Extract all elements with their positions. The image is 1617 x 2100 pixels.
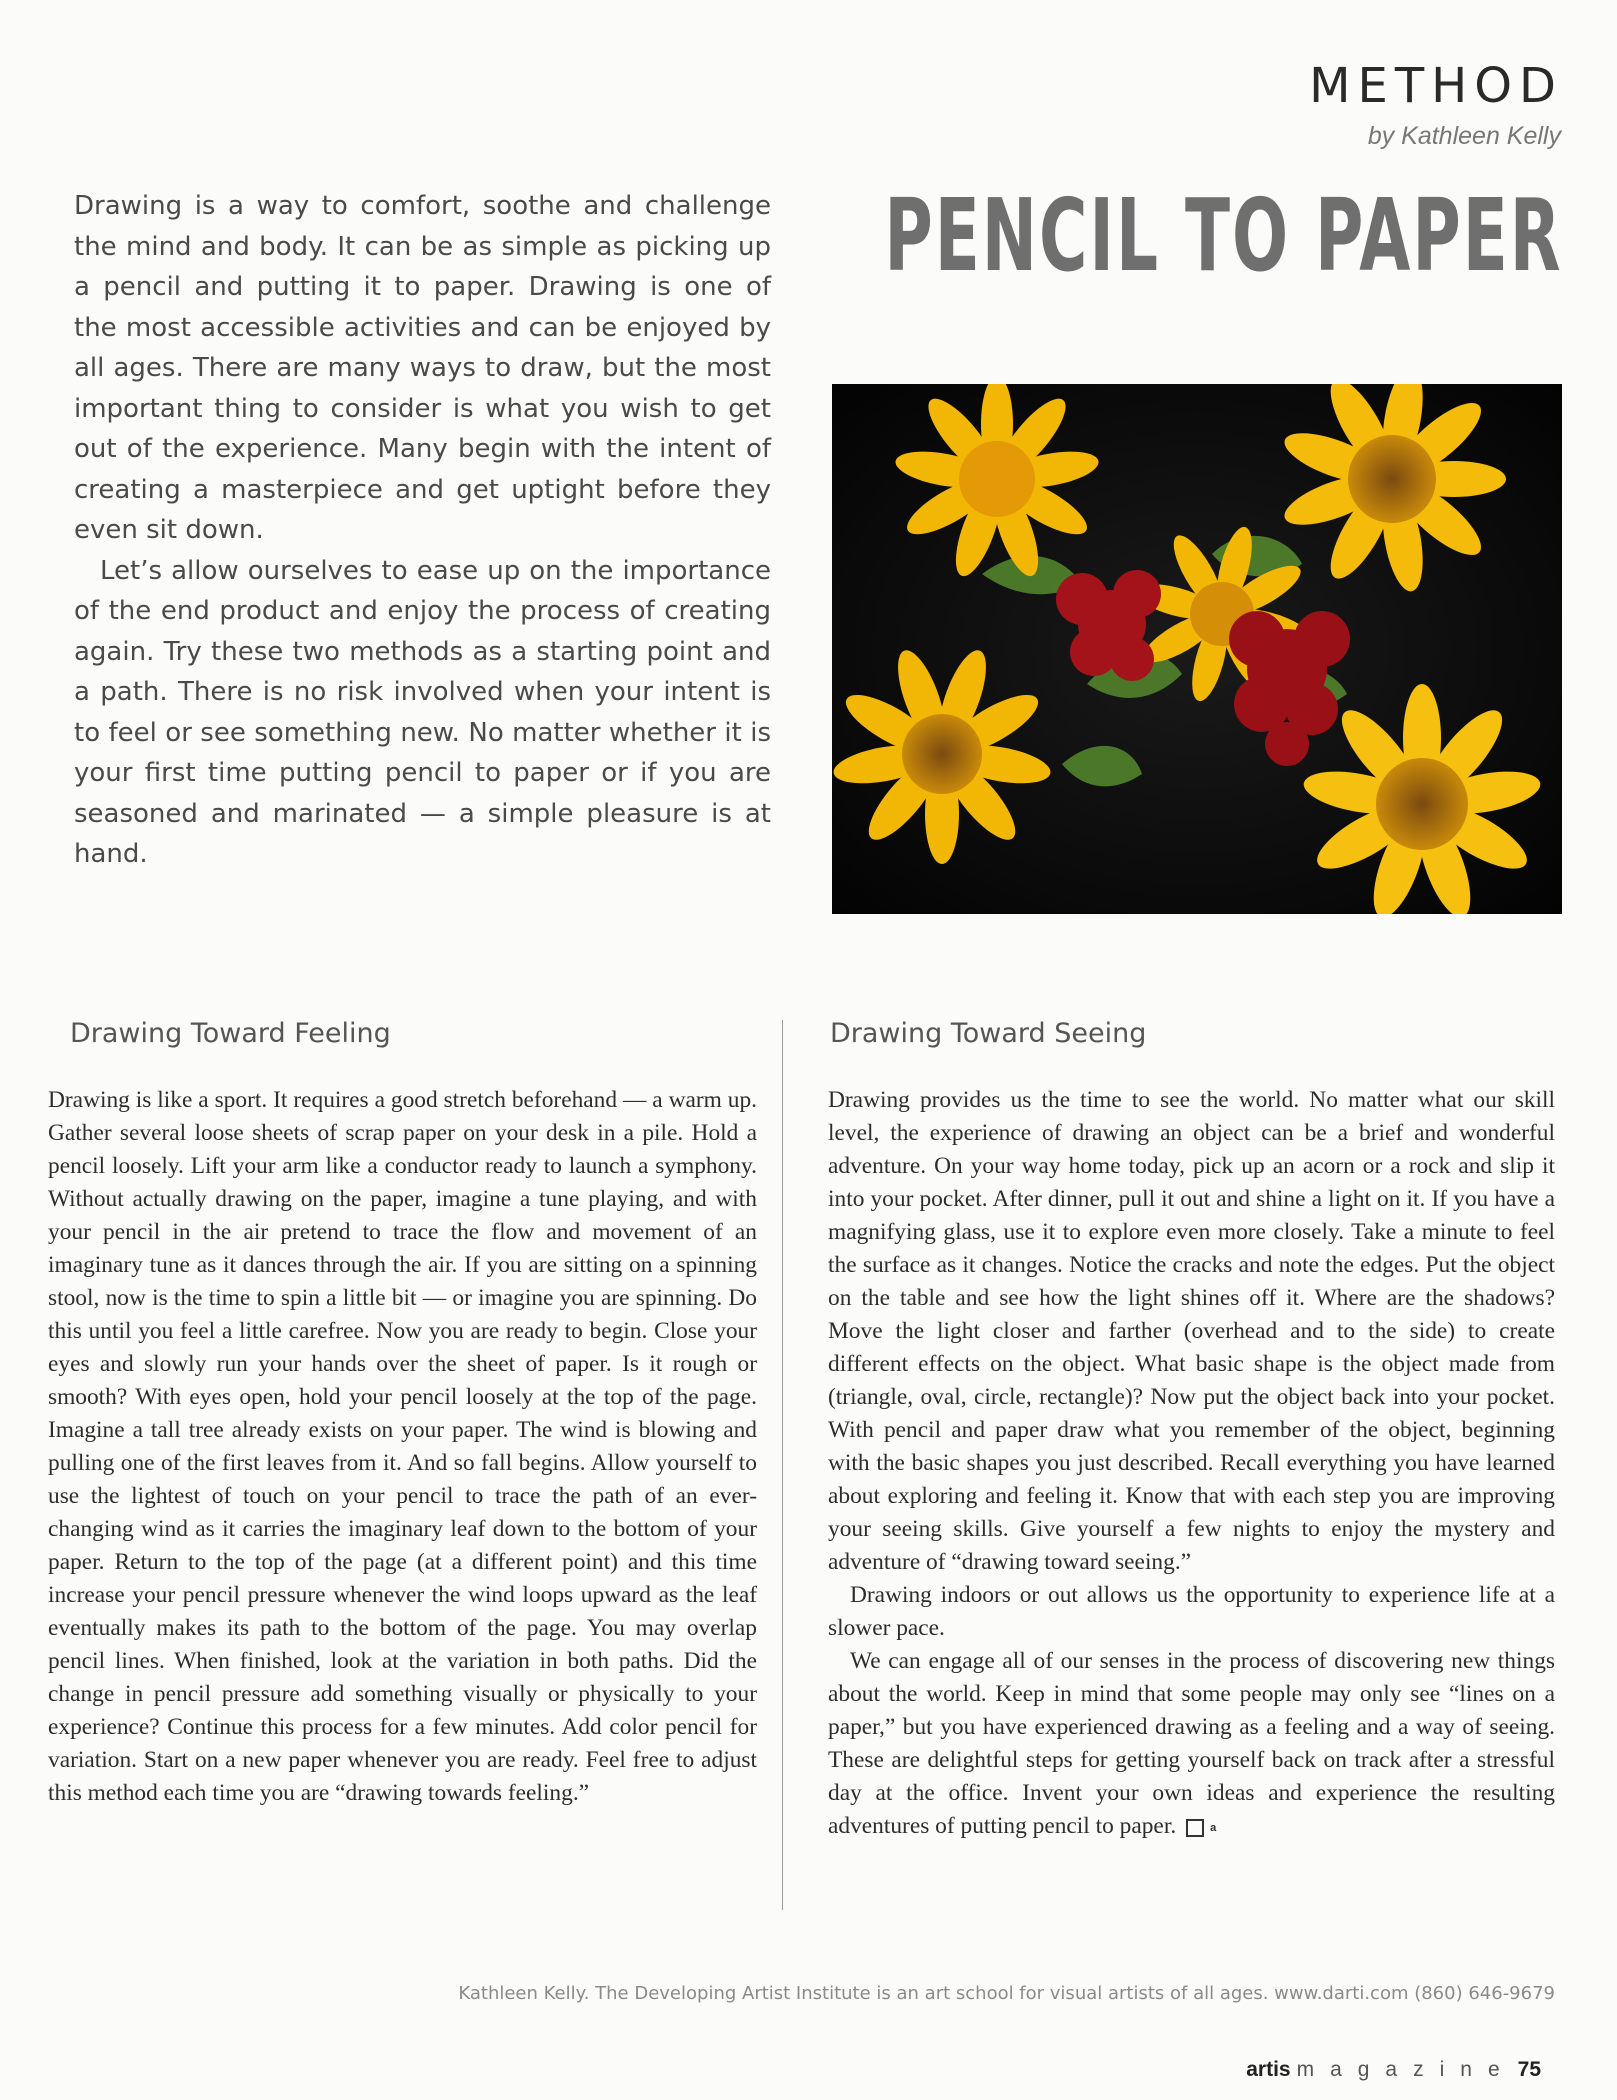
seeing-paragraph-3-text: We can engage all of our senses in the process of discovering new things about the world. Keep in mind that some people may only see “lines on a paper,” but you have experienced drawing as a feeling and a way of seeing. These are delightful steps for getting yourself back on track after a stressful day at the office. Invent your own ideas and experience the resulting adventures of putting pencil to paper. (828, 1648, 1555, 1839)
seeing-paragraph-1: Drawing provides us the time to see the world. No matter what our skill level, the experience of drawing an object can be a brief and wonderful adventure. On your way home today, pick up an acorn or a rock and slip it into your pocket. After dinner, pull it out and shine a light on it. If you have a magnifying glass, use it to explore even more closely. Take a minute to feel the surface as it changes. Notice the cracks and note the edges. Put the object on the table and see how the light shines off it. Where are the shadows? Move the light closer and farther (overhead and to the side) to create different effects on the object. What basic shape is the object made from (triangle, oval, circle, rectangle)? Now put the object back into your pocket. With pencil and paper draw what you remember of the object, beginning with the basic shapes you just described. Recall everything you have learned about exploring and feeling it. Know that with each step you are improving your seeing skills. Give yourself a few nights to enjoy the mystery and adventure of “drawing toward seeing.” (828, 1087, 1555, 1575)
page-number: 75 (1517, 2058, 1541, 2081)
seeing-paragraph-3 (828, 1645, 1555, 1843)
feeling-paragraph: Drawing is like a sport. It requires a good stretch beforehand — a warm up. Gather several loose sheets of scrap paper on your desk in a pile. Hold a pencil loosely. Lift your arm like a conductor ready to launch a symphony. Without actually drawing on the paper, imagine a tune playing, and with your pencil in the air pretend to trace the flow and movement of an imaginary tune as it dances through the air. If you are sitting on a spinning stool, now is the time to spin a little bit — or imagine you are spinning. Do this until you feel a little carefree. Now you are ready to begin. Close your eyes and slowly run your hands over the sheet of paper. Is it rough or smooth? With eyes open, hold your pencil loosely at the top of the page. Imagine a tall tree already exists on your paper. The wind is blowing and pulling one of the first leaves from it. And so fall begins. Allow yourself to use the lightest of touch on your pencil to trace the path of an ever-changing wind as it carries the imaginary leaf down to the bottom of your paper. Return to the top of the page (at a different point) and this time increase your pencil pressure whenever the wind loops upward as the leaf eventually makes its path to the bottom of the page. You may overlap pencil lines. When finished, look at the variation in both paths. Did the change in pencil pressure add something visually or physically to your experience? Continue this process for a few minutes. Add color pencil for variation. Start on a new paper whenever you are ready. Feel free to adjust this method each time you are “drawing towards feeling.” (48, 1087, 757, 1806)
seeing-column (828, 1084, 1555, 1843)
intro-paragraph-1: Drawing is a way to comfort, soothe and challenge the mind and body. It can be as simple as picking up a pencil and putting it to paper. Drawing is one of the most accessible activities and can be enjoyed by all ages. There are many ways to draw, but the most important thing to consider is what you wish to get out of the experience. Many begin with the intent of creating a masterpiece and get uptight before they even sit down. (74, 191, 771, 545)
intro-paragraph-2: Let’s allow ourselves to ease up on the importance of the end product and enjoy the process of creating again. Try these two methods as a starting point and a path. There is no risk involved when your intent is to feel or see something new. No matter whether it is your first time putting pencil to paper or if you are seasoned and marinated — a simple pleasure is at hand. (74, 555, 771, 869)
column-divider (782, 1020, 783, 1910)
feeling-column (48, 1084, 757, 1810)
section-label: METHOD (1309, 58, 1563, 114)
sunflowers-celosia-illustration (832, 384, 1562, 914)
seeing-paragraph-2: Drawing indoors or out allows us the opportunity to experience life at a slower pace. (828, 1582, 1555, 1641)
author-note: Kathleen Kelly. The Developing Artist Institute is an art school for visual artists of all ages. www.darti.com (860) 646-9679 (458, 1983, 1555, 2004)
heading-drawing-toward-seeing: Drawing Toward Seeing (830, 1018, 1147, 1049)
byline: by Kathleen Kelly (1367, 122, 1561, 150)
heading-drawing-toward-feeling: Drawing Toward Feeling (70, 1018, 391, 1049)
flower-photo (832, 384, 1562, 914)
folio (1246, 2058, 1541, 2082)
magazine-label: magazine (1296, 2058, 1516, 2081)
headline: PENCIL TO PAPER (884, 177, 1563, 294)
end-mark-icon: a (1186, 1819, 1204, 1837)
intro-text (74, 186, 771, 875)
brand-name: artis (1246, 2058, 1291, 2081)
